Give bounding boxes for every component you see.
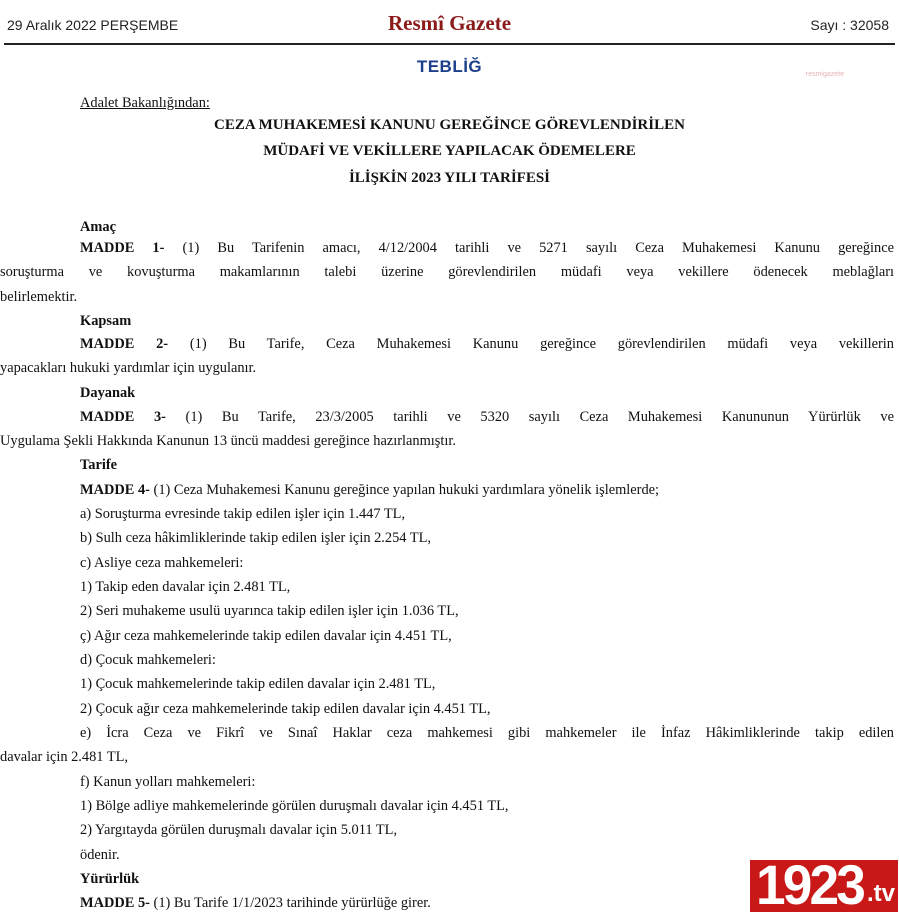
tariff-item: f) Kanun yolları mahkemeleri: — [80, 774, 256, 790]
article-5-label: MADDE 5- — [80, 895, 150, 911]
doc-title-line-1: CEZA MUHAKEMESİ KANUNU GEREĞİNCE GÖREVLENDİRİLEN — [214, 117, 685, 133]
heading-dayanak: Dayanak — [80, 385, 136, 401]
tariff-item: a) Soruşturma evresinde takip edilen işler için 1.447 TL, — [80, 506, 406, 522]
tariff-item: d) Çocuk mahkemeleri: — [80, 652, 216, 668]
article-5-line-1: MADDE 5- (1) Bu Tarife 1/1/2023 tarihinde yürürlüğe girer. — [80, 895, 431, 911]
article-3-label: MADDE 3- — [80, 409, 166, 425]
tariff-item: c) Asliye ceza mahkemeleri: — [80, 555, 244, 571]
article-4-label: MADDE 4- — [80, 482, 150, 498]
gazette-title: Resmî Gazete — [387, 11, 512, 35]
heading-kapsam: Kapsam — [80, 313, 132, 329]
article-2-line-2: yapacakları hukuki yardımlar için uygulanır. — [0, 360, 257, 376]
tariff-item: 1) Çocuk mahkemelerinde takip edilen davalar için 2.481 TL, — [80, 676, 436, 692]
article-4-line-1: MADDE 4- (1) Ceza Muhakemesi Kanunu gereğince yapılan hukuki yardımlara yönelik işlemlerde; — [80, 482, 660, 498]
tariff-item-e-line-1: e) İcra Ceza ve Fikrî ve Sınaî Haklar ceza mahkemesi gibi mahkemeler ile İnfaz Hâkimliklerinde takip edilen — [80, 725, 894, 741]
doc-title-line-2: MÜDAFİ VE VEKİLLERE YAPILACAK ÖDEMELERE — [263, 143, 636, 159]
article-1-line-3: belirlemektir. — [0, 289, 78, 305]
tariff-item: b) Sulh ceza hâkimliklerinde takip edilen işler için 2.254 TL, — [80, 530, 432, 546]
article-3-line-1: MADDE 3- (1) Bu Tarife, 23/3/2005 tarihli ve 5320 sayılı Ceza Muhakemesi Kanununun Yürürlük ve — [80, 409, 894, 425]
heading-amac: Amaç — [80, 219, 116, 235]
gazette-issue-number: Sayı : 32058 — [810, 17, 889, 33]
logo-suffix: .tv — [867, 880, 896, 907]
tariff-item: 2) Çocuk ağır ceza mahkemelerinde takip edilen davalar için 4.451 TL, — [80, 701, 491, 717]
logo-number: 1923 — [756, 860, 863, 912]
article-1-line-2: soruşturma ve kovuşturma makamlarının talebi üzerine görevlendirilen müdafi veya vekillere ödenecek meblağları — [0, 264, 894, 280]
tariff-item: 2) Seri muhakeme usulü uyarınca takip edilen işler için 1.036 TL, — [80, 603, 459, 619]
article-2-line-1: MADDE 2- (1) Bu Tarife, Ceza Muhakemesi Kanunu gereğince görevlendirilen müdafi veya vekillerin — [80, 336, 894, 352]
article-1-line-1: MADDE 1- (1) Bu Tarifenin amacı, 4/12/2004 tarihli ve 5271 sayılı Ceza Muhakemesi Kanunu gereğince — [80, 240, 894, 256]
heading-tarife: Tarife — [80, 457, 118, 473]
tariff-item-e-line-2: davalar için 2.481 TL, — [0, 749, 129, 765]
section-title: TEBLİĞ — [416, 57, 483, 76]
article-1-label: MADDE 1- — [80, 240, 165, 256]
1923tv-logo — [750, 860, 898, 912]
heading-yururluk: Yürürlük — [80, 871, 140, 887]
tariff-item: 2) Yargıtayda görülen duruşmalı davalar için 5.011 TL, — [80, 822, 398, 838]
watermark-stamp: resmigazete — [805, 71, 844, 78]
issuing-authority: Adalet Bakanlığından: — [80, 95, 210, 111]
tariff-item: ç) Ağır ceza mahkemelerinde takip edilen davalar için 4.451 TL, — [80, 628, 452, 644]
article-3-line-2: Uygulama Şekli Hakkında Kanunun 13 üncü maddesi gereğince hazırlanmıştır. — [0, 433, 456, 449]
article-2-label: MADDE 2- — [80, 336, 169, 352]
tariff-item: 1) Bölge adliye mahkemelerinde görülen duruşmalı davalar için 4.451 TL, — [80, 798, 509, 814]
tariff-item: ödenir. — [80, 847, 120, 863]
doc-title-line-3: İLİŞKİN 2023 YILI TARİFESİ — [348, 170, 551, 186]
tariff-item: 1) Takip eden davalar için 2.481 TL, — [80, 579, 291, 595]
header-divider — [4, 43, 895, 45]
gazette-date: 29 Aralık 2022 PERŞEMBE — [7, 17, 179, 33]
